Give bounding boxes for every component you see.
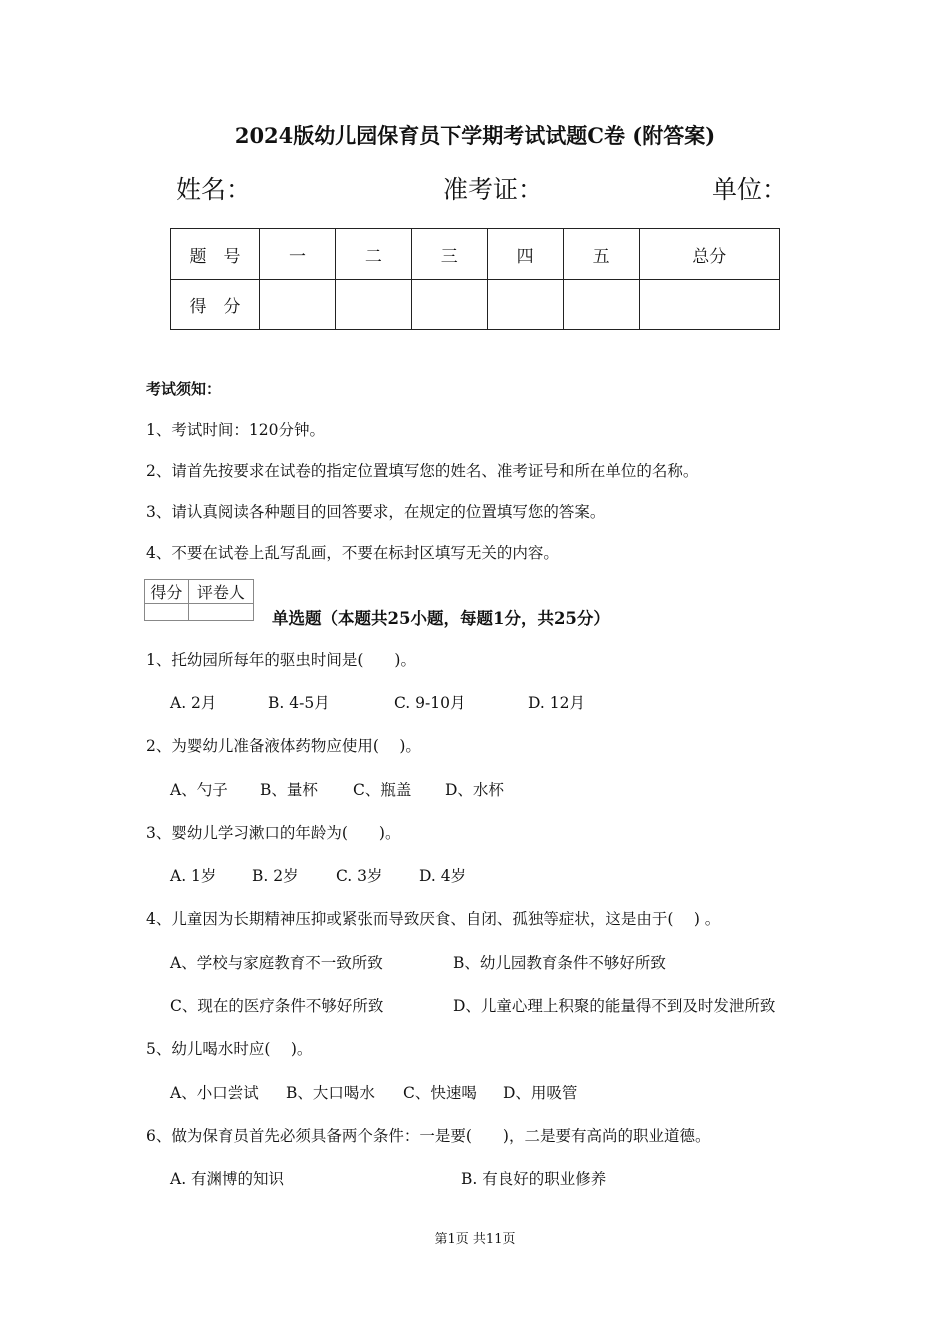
page-footer: 第1页 共11页 <box>434 1232 516 1247</box>
grader-score-label: 得分 <box>145 580 189 604</box>
question-option: D. 12月 <box>528 694 585 712</box>
question-option: C. 3岁 <box>336 867 383 885</box>
question-option: C、瓶盖 <box>353 781 412 799</box>
grader-name-cell[interactable] <box>188 604 253 621</box>
question-option: B. 有良好的职业修养 <box>461 1170 607 1188</box>
question-stem: 2、为婴幼儿准备液体药物应使用( )。 <box>146 737 421 755</box>
exam-id-field-label: 准考证： <box>443 175 544 204</box>
question-option: A、勺子 <box>170 781 228 799</box>
score-cell[interactable] <box>487 280 563 330</box>
score-table-header-cell: 总分 <box>639 229 779 280</box>
question-option: A. 有渊博的知识 <box>170 1170 285 1188</box>
question-stem: 3、婴幼儿学习漱口的年龄为( )。 <box>146 824 401 842</box>
question-option: A. 2月 <box>170 694 217 712</box>
notice-item: 3、请认真阅读各种题目的回答要求，在规定的位置填写您的答案。 <box>146 503 606 521</box>
question-option: D. 4岁 <box>419 867 467 885</box>
question-option: B、幼儿园教育条件不够好所致 <box>453 954 666 972</box>
notice-item: 1、考试时间：120分钟。 <box>146 421 325 439</box>
question-stem: 5、幼儿喝水时应( )。 <box>146 1040 313 1058</box>
question-stem: 4、儿童因为长期精神压抑或紧张而导致厌食、自闭、孤独等症状，这是由于( ) 。 <box>146 910 721 928</box>
question-option: C、快速喝 <box>403 1084 477 1102</box>
score-cell[interactable] <box>260 280 336 330</box>
question-option: B. 4-5月 <box>268 694 330 712</box>
question-option: A. 1岁 <box>170 867 217 885</box>
score-table-header-cell: 题 号 <box>171 229 260 280</box>
grader-name-label: 评卷人 <box>188 580 253 604</box>
score-cell[interactable] <box>335 280 411 330</box>
score-cell[interactable] <box>639 280 779 330</box>
score-table-header-cell: 二 <box>335 229 411 280</box>
question-option: D、儿童心理上积聚的能量得不到及时发泄所致 <box>453 997 776 1015</box>
score-table-header-cell: 五 <box>563 229 639 280</box>
score-cell[interactable] <box>411 280 487 330</box>
grader-box <box>144 579 254 621</box>
score-table-header-cell: 一 <box>260 229 336 280</box>
score-table-header-row <box>171 229 780 280</box>
question-option: B. 2岁 <box>252 867 299 885</box>
score-table-header-cell: 三 <box>411 229 487 280</box>
score-cell[interactable] <box>563 280 639 330</box>
question-stem: 1、托幼园所每年的驱虫时间是( )。 <box>146 651 416 669</box>
exam-title: 2024版幼儿园保育员下学期考试试题C卷 (附答案) <box>234 123 716 148</box>
grader-score-cell[interactable] <box>145 604 189 621</box>
notice-heading: 考试须知： <box>146 380 222 398</box>
section-title: 单选题（本题共25小题，每题1分，共25分） <box>272 609 610 628</box>
question-option: D、水杯 <box>445 781 504 799</box>
question-option: B、大口喝水 <box>286 1084 375 1102</box>
question-stem: 6、做为保育员首先必须具备两个条件：一是要( )，二是要有高尚的职业道德。 <box>146 1127 711 1145</box>
question-option: A、小口尝试 <box>170 1084 259 1102</box>
notice-item: 4、不要在试卷上乱写乱画，不要在标封区填写无关的内容。 <box>146 544 559 562</box>
question-option: C. 9-10月 <box>394 694 466 712</box>
score-table-header-cell: 四 <box>487 229 563 280</box>
name-field-label: 姓名： <box>176 175 252 204</box>
notice-item: 2、请首先按要求在试卷的指定位置填写您的姓名、准考证号和所在单位的名称。 <box>146 462 699 480</box>
score-table <box>170 228 780 330</box>
question-option: D、用吸管 <box>503 1084 578 1102</box>
score-table-row-label: 得 分 <box>171 280 260 330</box>
question-option: B、量杯 <box>260 781 318 799</box>
question-option: A、学校与家庭教育不一致所致 <box>170 954 383 972</box>
unit-field-label: 单位： <box>712 175 788 204</box>
question-option: C、现在的医疗条件不够好所致 <box>170 997 384 1015</box>
score-table-score-row <box>171 280 780 330</box>
